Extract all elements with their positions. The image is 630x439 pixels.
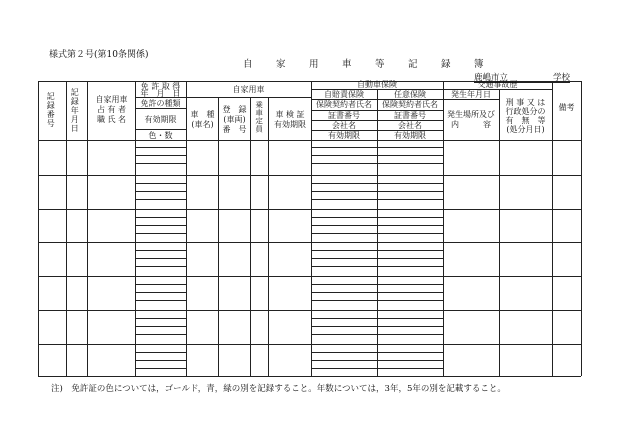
col-divider [268, 97, 269, 376]
row-subline [311, 318, 443, 319]
owner-header-line2: 占 有 者 [96, 105, 127, 114]
private-car-header: 自家用車 [232, 85, 265, 94]
row-subline [135, 292, 186, 293]
license-date-header-line1: 免 許 取 得 [140, 82, 181, 91]
row-subline [135, 300, 186, 301]
place-content-header-line2: 内 容 [451, 120, 491, 129]
row-subline [135, 360, 186, 361]
row-subline [135, 191, 186, 192]
header-divider [186, 97, 311, 98]
row-subline [135, 352, 186, 353]
license-date-header-line2: 年 月 日 [140, 89, 181, 98]
col-divider [552, 81, 553, 376]
row-subline [135, 266, 186, 267]
row-subline [135, 284, 186, 285]
row-subline [311, 266, 443, 267]
row-subline [135, 155, 186, 156]
row-subline [311, 155, 443, 156]
row-subline [311, 292, 443, 293]
row-subline [135, 258, 186, 259]
row-subline [311, 217, 443, 218]
owner-header-line1: 自家用車 [95, 95, 128, 104]
row-subline [311, 225, 443, 226]
row-subline [311, 284, 443, 285]
record-date-header: 記録年月日 [70, 88, 80, 133]
cert-number-header-voluntary: 証書番号 [394, 111, 426, 120]
registration-header-line1: 登 録 [222, 105, 247, 114]
license-color-header: 色・数 [148, 131, 173, 140]
school-city-label: 鹿嶋市立 [474, 73, 509, 83]
row-subline [135, 225, 186, 226]
penalty-header-line3: 有 無 等 [505, 116, 546, 125]
car-type-header-line1: 車 種 [190, 110, 215, 119]
row-subline [311, 191, 443, 192]
row-subline [135, 318, 186, 319]
inspection-header-line2: 有効期限 [274, 120, 306, 129]
row-subline [135, 233, 186, 234]
row-subline [311, 352, 443, 353]
occurred-date-header: 発生年月日 [451, 90, 491, 99]
row-subline [135, 217, 186, 218]
table-left-border [38, 81, 39, 376]
company-header-compulsory: 会社名 [332, 121, 356, 130]
license-expiry-header: 有効期限 [144, 115, 177, 124]
header-divider [135, 129, 186, 130]
form-number: 様式第２号(第10条関係) [49, 50, 149, 60]
record-number-header: 記録番号 [46, 92, 56, 128]
table-right-border [581, 81, 582, 376]
row-subline [311, 326, 443, 327]
insurance-header: 自動車保険 [357, 80, 397, 89]
car-type-header-line2: (車名) [191, 120, 214, 129]
school-suffix-label: 学校 [552, 73, 570, 83]
row-subline [135, 326, 186, 327]
remarks-header: 備考 [558, 103, 575, 112]
footnote: 注) 免許証の色については，ゴールド，青，緑の別を記録すること。年数については，3年，5年の別を記載すること。 [51, 384, 506, 394]
row-subline [135, 334, 186, 335]
compulsory-insurance-header: 自賠責保険 [324, 90, 364, 99]
penalty-header-line1: 刑 事 又 は [505, 98, 546, 107]
row-subline [311, 147, 443, 148]
row-subline [311, 233, 443, 234]
row-subline [135, 368, 186, 369]
accident-history-header: 交通事故歴 [477, 80, 518, 89]
license-type-header: 免許の種類 [140, 99, 181, 108]
col-divider [218, 97, 219, 376]
voluntary-insurance-header: 任意保険 [394, 90, 426, 99]
cert-number-header-compulsory: 証書番号 [328, 111, 360, 120]
col-divider [135, 81, 136, 376]
page-title: 自 家 用 車 等 記 録 簿 [243, 59, 491, 70]
row-subline [311, 300, 443, 301]
row-subline [311, 258, 443, 259]
row-subline [311, 368, 443, 369]
row-subline [311, 163, 443, 164]
owner-header-line3: 職 氏 名 [96, 115, 127, 124]
registration-header-line3: 番 号 [222, 125, 247, 134]
row-subline [135, 183, 186, 184]
row-subline [135, 250, 186, 251]
policyholder-header-compulsory: 保険契約者氏名 [316, 100, 372, 109]
penalty-header-line4: (処分月日) [506, 125, 545, 134]
insurance-expiry-header-compulsory: 有効期限 [328, 131, 360, 140]
capacity-header: 乗車定員 [254, 101, 264, 133]
col-divider [250, 97, 251, 376]
row-subline [135, 163, 186, 164]
company-header-voluntary: 会社名 [398, 121, 422, 130]
registration-header-line2: (車両) [223, 115, 246, 124]
place-content-header-line1: 発生場所及び [447, 110, 495, 119]
col-divider [87, 81, 88, 376]
insurance-expiry-header-voluntary: 有効期限 [394, 131, 426, 140]
policyholder-header-voluntary: 保険契約者氏名 [382, 100, 438, 109]
table-bottom-border [38, 376, 581, 377]
row-subline [311, 360, 443, 361]
row-subline [311, 199, 443, 200]
row-subline [311, 183, 443, 184]
penalty-header-line2: 行政処分の [505, 107, 546, 116]
inspection-header-line1: 車 検 証 [275, 110, 305, 119]
col-divider [66, 81, 67, 376]
row-subline [311, 250, 443, 251]
row-subline [135, 199, 186, 200]
row-subline [311, 334, 443, 335]
row-subline [135, 147, 186, 148]
